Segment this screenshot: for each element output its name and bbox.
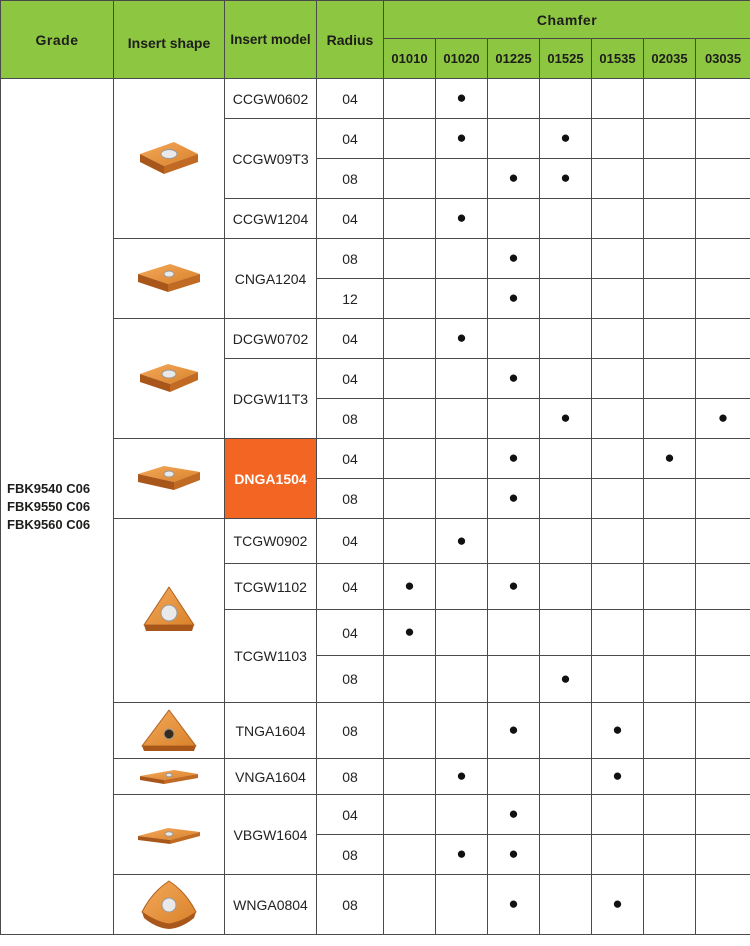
chamfer-cell-01535 xyxy=(592,479,644,519)
chamfer-cell-01525 xyxy=(540,479,592,519)
chamfer-cell-01225 xyxy=(488,519,540,564)
chamfer-cell-01020 xyxy=(436,159,488,199)
radius-value: 04 xyxy=(317,199,384,239)
chamfer-cell-03035 xyxy=(696,239,750,279)
insert-shape-cell xyxy=(114,759,225,795)
availability-dot: ● xyxy=(508,448,519,467)
insert-model-ccgw1204: CCGW1204 xyxy=(225,199,317,239)
chamfer-cell-01525 xyxy=(540,239,592,279)
radius-value: 04 xyxy=(317,119,384,159)
chamfer-cell-01535 xyxy=(592,79,644,119)
chamfer-cell-01010 xyxy=(384,279,436,319)
chamfer-cell-01225 xyxy=(488,610,540,656)
chamfer-cell-03035 xyxy=(696,439,750,479)
chamfer-cell-01225 xyxy=(488,159,540,199)
chamfer-cell-01525 xyxy=(540,703,592,759)
insert-model-tcgw1102: TCGW1102 xyxy=(225,564,317,610)
chamfer-cell-01525 xyxy=(540,399,592,439)
chamfer-cell-01010 xyxy=(384,759,436,795)
radius-value: 04 xyxy=(317,319,384,359)
chamfer-cell-01525 xyxy=(540,759,592,795)
insert-model-ccgw0602: CCGW0602 xyxy=(225,79,317,119)
radius-value: 04 xyxy=(317,79,384,119)
table-row xyxy=(1,703,750,759)
chamfer-cell-03035 xyxy=(696,759,750,795)
radius-value: 08 xyxy=(317,703,384,759)
chamfer-cell-01010 xyxy=(384,119,436,159)
chamfer-cell-01010 xyxy=(384,656,436,703)
radius-value: 08 xyxy=(317,875,384,935)
insert-model-tnga1604: TNGA1604 xyxy=(225,703,317,759)
grade-header: Grade xyxy=(1,1,114,79)
triangle-hole-icon xyxy=(114,583,224,639)
chamfer-cell-01020 xyxy=(436,359,488,399)
insert-shape-cell xyxy=(114,239,225,319)
chamfer-cell-01535 xyxy=(592,564,644,610)
chamfer-cell-01010 xyxy=(384,795,436,835)
chamfer-cell-01535 xyxy=(592,279,644,319)
chamfer-cell-03035 xyxy=(696,199,750,239)
chamfer-cell-01020 xyxy=(436,239,488,279)
chamfer-cell-01225 xyxy=(488,479,540,519)
chamfer-cell-01535 xyxy=(592,119,644,159)
insert-model-ccgw09t3: CCGW09T3 xyxy=(225,119,317,199)
availability-dot: ● xyxy=(456,128,467,147)
chamfer-cell-01535 xyxy=(592,703,644,759)
radius-value: 08 xyxy=(317,479,384,519)
chamfer-cell-01010 xyxy=(384,199,436,239)
availability-dot: ● xyxy=(508,488,519,507)
radius-value: 04 xyxy=(317,610,384,656)
chamfer-cell-01535 xyxy=(592,239,644,279)
radius-value: 08 xyxy=(317,239,384,279)
chamfer-cell-01020 xyxy=(436,656,488,703)
chamfer-cell-01225 xyxy=(488,759,540,795)
chamfer-cell-02035 xyxy=(644,703,696,759)
chamfer-cell-02035 xyxy=(644,159,696,199)
grade-cell xyxy=(1,79,114,935)
chamfer-cell-01010 xyxy=(384,835,436,875)
chamfer-code-01525: 01525 xyxy=(540,39,592,79)
rhombic-55-icon xyxy=(114,356,224,402)
chamfer-cell-02035 xyxy=(644,359,696,399)
availability-dot: ● xyxy=(456,88,467,107)
chamfer-cell-01225 xyxy=(488,656,540,703)
chamfer-cell-01535 xyxy=(592,359,644,399)
chamfer-cell-01525 xyxy=(540,159,592,199)
availability-dot: ● xyxy=(664,448,675,467)
chamfer-cell-03035 xyxy=(696,479,750,519)
triangle-flat-icon xyxy=(114,706,224,756)
availability-dot: ● xyxy=(456,328,467,347)
chamfer-cell-01525 xyxy=(540,519,592,564)
chamfer-cell-03035 xyxy=(696,159,750,199)
chamfer-cell-02035 xyxy=(644,119,696,159)
chamfer-code-01020: 01020 xyxy=(436,39,488,79)
radius-value: 08 xyxy=(317,399,384,439)
chamfer-cell-01225 xyxy=(488,359,540,399)
availability-dot: ● xyxy=(560,168,571,187)
insert-model-wnga0804: WNGA0804 xyxy=(225,875,317,935)
chamfer-cell-01010 xyxy=(384,79,436,119)
radius-value: 04 xyxy=(317,519,384,564)
chamfer-cell-01020 xyxy=(436,279,488,319)
chamfer-cell-01525 xyxy=(540,610,592,656)
rhombic-80-icon xyxy=(114,136,224,182)
chamfer-cell-01525 xyxy=(540,835,592,875)
chamfer-code-03035: 03035 xyxy=(696,39,750,79)
chamfer-cell-01020 xyxy=(436,439,488,479)
availability-dot: ● xyxy=(612,894,623,913)
table-row xyxy=(1,239,750,279)
insert-shape-cell xyxy=(114,79,225,239)
rhombic-35-thick-icon xyxy=(114,762,224,792)
chamfer-cell-03035 xyxy=(696,656,750,703)
radius-value: 04 xyxy=(317,359,384,399)
insert-model-dcgw11t3: DCGW11T3 xyxy=(225,359,317,439)
availability-dot: ● xyxy=(508,168,519,187)
chamfer-cell-02035 xyxy=(644,610,696,656)
chamfer-cell-01010 xyxy=(384,610,436,656)
availability-dot: ● xyxy=(456,766,467,785)
rhombic-80-thick-icon xyxy=(114,256,224,302)
availability-dot: ● xyxy=(404,622,415,641)
table-row xyxy=(1,875,750,935)
table-row xyxy=(1,519,750,564)
chamfer-cell-01010 xyxy=(384,239,436,279)
availability-dot: ● xyxy=(560,408,571,427)
insert-model-tcgw0902: TCGW0902 xyxy=(225,519,317,564)
chamfer-cell-01020 xyxy=(436,564,488,610)
chamfer-cell-01020 xyxy=(436,399,488,439)
chamfer-cell-02035 xyxy=(644,835,696,875)
radius-value: 04 xyxy=(317,795,384,835)
availability-dot: ● xyxy=(560,668,571,688)
chamfer-cell-01020 xyxy=(436,703,488,759)
availability-dot: ● xyxy=(456,530,467,550)
chamfer-cell-01535 xyxy=(592,610,644,656)
insert-model-tcgw1103: TCGW1103 xyxy=(225,610,317,703)
table-row xyxy=(1,759,750,795)
radius-value: 08 xyxy=(317,759,384,795)
chamfer-cell-02035 xyxy=(644,399,696,439)
insert-shape-cell xyxy=(114,703,225,759)
chamfer-cell-02035 xyxy=(644,795,696,835)
availability-dot: ● xyxy=(612,720,623,739)
chamfer-cell-03035 xyxy=(696,519,750,564)
chamfer-cell-03035 xyxy=(696,564,750,610)
chamfer-cell-01225 xyxy=(488,439,540,479)
insert-model-dnga1504: DNGA1504 xyxy=(225,439,317,519)
chamfer-cell-01010 xyxy=(384,359,436,399)
radius-value: 04 xyxy=(317,564,384,610)
chamfer-cell-01020 xyxy=(436,479,488,519)
rhombic-35-icon xyxy=(114,818,224,852)
chamfer-cell-01525 xyxy=(540,439,592,479)
chamfer-cell-01535 xyxy=(592,159,644,199)
grade-name: FBK9540 C06 xyxy=(7,480,91,496)
chamfer-cell-01225 xyxy=(488,199,540,239)
availability-dot: ● xyxy=(717,408,729,427)
chamfer-cell-01225 xyxy=(488,835,540,875)
chamfer-cell-01525 xyxy=(540,79,592,119)
chamfer-cell-01020 xyxy=(436,759,488,795)
availability-dot: ● xyxy=(508,844,519,863)
chamfer-cell-01020 xyxy=(436,519,488,564)
insert-shape-cell xyxy=(114,875,225,935)
chamfer-cell-01525 xyxy=(540,795,592,835)
chamfer-code-01225: 01225 xyxy=(488,39,540,79)
table-row xyxy=(1,79,750,119)
chamfer-cell-01225 xyxy=(488,875,540,935)
chamfer-header: Chamfer xyxy=(384,1,750,39)
insert-model-header: Insert model xyxy=(225,1,317,79)
chamfer-cell-01525 xyxy=(540,199,592,239)
availability-dot: ● xyxy=(404,576,415,595)
chamfer-cell-02035 xyxy=(644,319,696,359)
chamfer-code-02035: 02035 xyxy=(644,39,696,79)
radius-value: 08 xyxy=(317,159,384,199)
chamfer-code-01010: 01010 xyxy=(384,39,436,79)
insert-shape-cell xyxy=(114,519,225,703)
chamfer-cell-02035 xyxy=(644,279,696,319)
chamfer-cell-03035 xyxy=(696,119,750,159)
chamfer-cell-03035 xyxy=(696,835,750,875)
chamfer-cell-02035 xyxy=(644,519,696,564)
table-row xyxy=(1,795,750,835)
chamfer-cell-02035 xyxy=(644,656,696,703)
radius-header: Radius xyxy=(317,1,384,79)
availability-dot: ● xyxy=(612,766,623,785)
chamfer-cell-01225 xyxy=(488,319,540,359)
chamfer-cell-02035 xyxy=(644,759,696,795)
rhombic-55-thick-icon xyxy=(114,456,224,502)
chamfer-cell-01225 xyxy=(488,239,540,279)
chamfer-cell-01010 xyxy=(384,439,436,479)
chamfer-cell-01010 xyxy=(384,564,436,610)
chamfer-cell-01010 xyxy=(384,399,436,439)
radius-value: 12 xyxy=(317,279,384,319)
chamfer-cell-01020 xyxy=(436,610,488,656)
chamfer-cell-03035 xyxy=(696,703,750,759)
chamfer-cell-01010 xyxy=(384,479,436,519)
chamfer-code-01535: 01535 xyxy=(592,39,644,79)
chamfer-cell-03035 xyxy=(696,79,750,119)
chamfer-cell-03035 xyxy=(696,610,750,656)
chamfer-cell-01525 xyxy=(540,119,592,159)
chamfer-cell-01225 xyxy=(488,703,540,759)
availability-dot: ● xyxy=(508,288,519,307)
insert-model-vbgw1604: VBGW1604 xyxy=(225,795,317,875)
chamfer-cell-01020 xyxy=(436,835,488,875)
chamfer-cell-03035 xyxy=(696,875,750,935)
chamfer-cell-01225 xyxy=(488,279,540,319)
chamfer-cell-01010 xyxy=(384,159,436,199)
chamfer-cell-01225 xyxy=(488,399,540,439)
chamfer-cell-01525 xyxy=(540,359,592,399)
insert-model-vnga1604: VNGA1604 xyxy=(225,759,317,795)
insert-model-cnga1204: CNGA1204 xyxy=(225,239,317,319)
chamfer-cell-02035 xyxy=(644,875,696,935)
chamfer-cell-03035 xyxy=(696,279,750,319)
chamfer-cell-01525 xyxy=(540,564,592,610)
chamfer-cell-01010 xyxy=(384,703,436,759)
availability-dot: ● xyxy=(456,208,467,227)
chamfer-cell-01225 xyxy=(488,564,540,610)
chamfer-cell-01020 xyxy=(436,119,488,159)
chamfer-cell-01020 xyxy=(436,79,488,119)
chamfer-cell-01225 xyxy=(488,79,540,119)
chamfer-cell-01535 xyxy=(592,875,644,935)
insert-shape-cell xyxy=(114,319,225,439)
chamfer-cell-01535 xyxy=(592,656,644,703)
chamfer-cell-01020 xyxy=(436,319,488,359)
chamfer-cell-01525 xyxy=(540,279,592,319)
insert-shape-header: Insert shape xyxy=(114,1,225,79)
chamfer-cell-01020 xyxy=(436,875,488,935)
chamfer-cell-03035 xyxy=(696,399,750,439)
chamfer-cell-01535 xyxy=(592,199,644,239)
chamfer-cell-01010 xyxy=(384,875,436,935)
chamfer-cell-01225 xyxy=(488,795,540,835)
chamfer-cell-01535 xyxy=(592,795,644,835)
table-row xyxy=(1,319,750,359)
chamfer-cell-01225 xyxy=(488,119,540,159)
chamfer-cell-03035 xyxy=(696,359,750,399)
chamfer-cell-01020 xyxy=(436,795,488,835)
chamfer-cell-01525 xyxy=(540,656,592,703)
radius-value: 08 xyxy=(317,835,384,875)
insert-model-dcgw0702: DCGW0702 xyxy=(225,319,317,359)
availability-dot: ● xyxy=(508,804,519,823)
chamfer-cell-01010 xyxy=(384,319,436,359)
insert-shape-cell xyxy=(114,795,225,875)
availability-dot: ● xyxy=(508,368,519,387)
availability-dot: ● xyxy=(508,720,519,739)
chamfer-cell-01525 xyxy=(540,875,592,935)
grade-name: FBK9550 C06 xyxy=(7,498,91,514)
trigon-icon xyxy=(114,878,224,932)
chamfer-cell-02035 xyxy=(644,239,696,279)
chamfer-cell-01535 xyxy=(592,439,644,479)
chamfer-cell-01535 xyxy=(592,759,644,795)
chamfer-cell-01535 xyxy=(592,399,644,439)
chamfer-cell-01010 xyxy=(384,519,436,564)
chamfer-cell-03035 xyxy=(696,319,750,359)
availability-dot: ● xyxy=(560,128,571,147)
radius-value: 08 xyxy=(317,656,384,703)
table-row xyxy=(1,439,750,479)
chamfer-cell-02035 xyxy=(644,79,696,119)
chamfer-cell-01525 xyxy=(540,319,592,359)
chamfer-cell-01020 xyxy=(436,199,488,239)
availability-dot: ● xyxy=(508,576,519,595)
chamfer-cell-02035 xyxy=(644,479,696,519)
chamfer-cell-02035 xyxy=(644,564,696,610)
insert-shape-cell xyxy=(114,439,225,519)
availability-dot: ● xyxy=(508,894,519,913)
chamfer-cell-03035 xyxy=(696,795,750,835)
chamfer-cell-02035 xyxy=(644,199,696,239)
chamfer-cell-02035 xyxy=(644,439,696,479)
grade-name: FBK9560 C06 xyxy=(7,516,91,532)
availability-dot: ● xyxy=(456,844,467,863)
chamfer-cell-01535 xyxy=(592,519,644,564)
availability-dot: ● xyxy=(508,248,519,267)
chamfer-cell-01535 xyxy=(592,835,644,875)
radius-value: 04 xyxy=(317,439,384,479)
chamfer-cell-01535 xyxy=(592,319,644,359)
